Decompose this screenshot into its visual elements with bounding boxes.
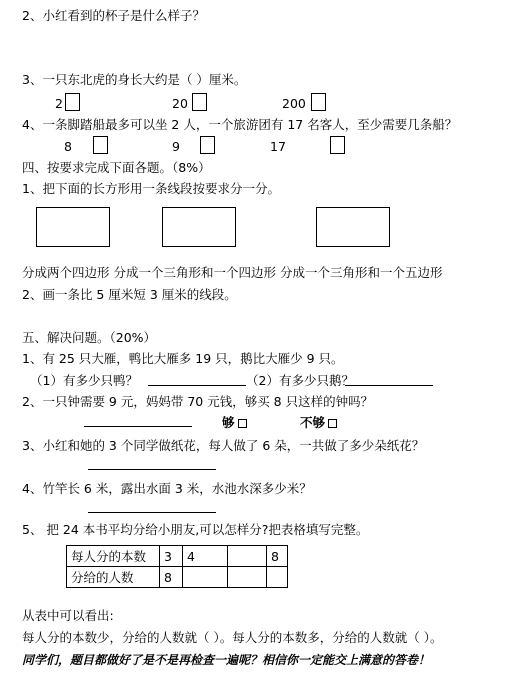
question-draw-line: 2、画一条比 5 厘米短 3 厘米的线段。	[22, 287, 237, 302]
table-row	[67, 546, 288, 567]
table-cell[interactable]	[267, 567, 288, 588]
table-row-header: 分给的人数	[67, 567, 160, 588]
answer-line-clock[interactable]	[84, 426, 192, 427]
sub-question-goose: （2）有多少只鹅？	[246, 373, 354, 388]
conclusion-title: 从表中可以看出:	[22, 608, 114, 623]
option-checkbox-8[interactable]	[93, 136, 108, 154]
question-cup: 2、小红看到的杯子是什么样子？	[22, 8, 205, 23]
rectangle-2[interactable]	[162, 207, 236, 247]
option-checkbox-2[interactable]	[65, 93, 80, 111]
option-checkbox-20[interactable]	[192, 93, 207, 111]
answer-line-ducks[interactable]	[148, 385, 246, 386]
answer-line-goose[interactable]	[345, 385, 433, 386]
sub-question-ducks: （1）有多少只鸭？	[30, 373, 138, 388]
footer-encouragement: 同学们，题目都做好了是不是再检查一遍呢？相信你一定能交上满意的答卷！	[22, 653, 431, 667]
option-label-9: 9	[172, 139, 180, 154]
table-cell[interactable]: 3	[160, 546, 183, 567]
table-cell[interactable]: 8	[267, 546, 288, 567]
table-row-header: 每人分的本数	[67, 546, 160, 567]
choice-not-enough-label: 不够	[300, 415, 326, 430]
question-clock: 2、一只钟需要 9 元，妈妈带 70 元钱，够买 8 只这样的钟吗？	[22, 394, 374, 409]
question-tiger-length: 3、一只东北虎的身长大约是（ ）厘米。	[22, 72, 247, 87]
table-cell[interactable]	[228, 546, 267, 567]
table-row	[67, 567, 288, 588]
conclusion-text: 每人分的本数少，分给的人数就（ ）。每人分的本数多，分给的人数就（ ）。	[22, 630, 443, 645]
table-cell[interactable]	[183, 567, 228, 588]
answer-line-bamboo[interactable]	[88, 512, 216, 513]
rectangle-3[interactable]	[316, 207, 390, 247]
question-geese: 1、有 25 只大雁，鸭比大雁多 19 只，鹅比大雁少 9 只。	[22, 351, 344, 366]
table-cell[interactable]: 8	[160, 567, 183, 588]
option-label-200: 200	[282, 96, 306, 111]
option-checkbox-9[interactable]	[200, 136, 215, 154]
question-boats: 4、一条脚踏船最多可以坐 2 人，一个旅游团有 17 名客人，至少需要几条船？	[22, 117, 458, 132]
question-books: 5、 把 24 本书平均分给小朋友,可以怎样分?把表格填写完整。	[22, 522, 369, 537]
section-five-title: 五、解决问题。（20%）	[22, 330, 157, 345]
choice-enough-label: 够	[222, 415, 235, 430]
question-bamboo: 4、竹竿长 6 米，露出水面 3 米，水池水深多少米？	[22, 481, 312, 496]
choice-enough-box[interactable]	[238, 419, 247, 428]
option-checkbox-200[interactable]	[311, 93, 326, 111]
rectangle-1[interactable]	[36, 207, 110, 247]
choice-not-enough-box[interactable]	[328, 419, 337, 428]
question-paper-flowers: 3、小红和她的 3 个同学做纸花，每人做了 6 朵，一共做了多少朵纸花？	[22, 438, 425, 453]
section-four-title: 四、按要求完成下面各题。（8%）	[22, 160, 211, 175]
option-label-20: 20	[172, 96, 188, 111]
choice-enough[interactable]	[222, 415, 247, 431]
option-label-2: 2	[55, 96, 63, 111]
table-cell[interactable]	[228, 567, 267, 588]
books-table	[66, 545, 288, 588]
option-label-8: 8	[64, 139, 72, 154]
choice-not-enough[interactable]	[300, 415, 337, 431]
question-divide-rectangles: 1、把下面的长方形用一条线段按要求分一分。	[22, 181, 280, 196]
table-cell[interactable]: 4	[183, 546, 228, 567]
option-label-17: 17	[270, 139, 286, 154]
rectangle-instructions: 分成两个四边形 分成一个三角形和一个四边形 分成一个三角形和一个五边形	[22, 265, 443, 280]
option-checkbox-17[interactable]	[330, 136, 345, 154]
answer-line-flowers[interactable]	[88, 469, 216, 470]
